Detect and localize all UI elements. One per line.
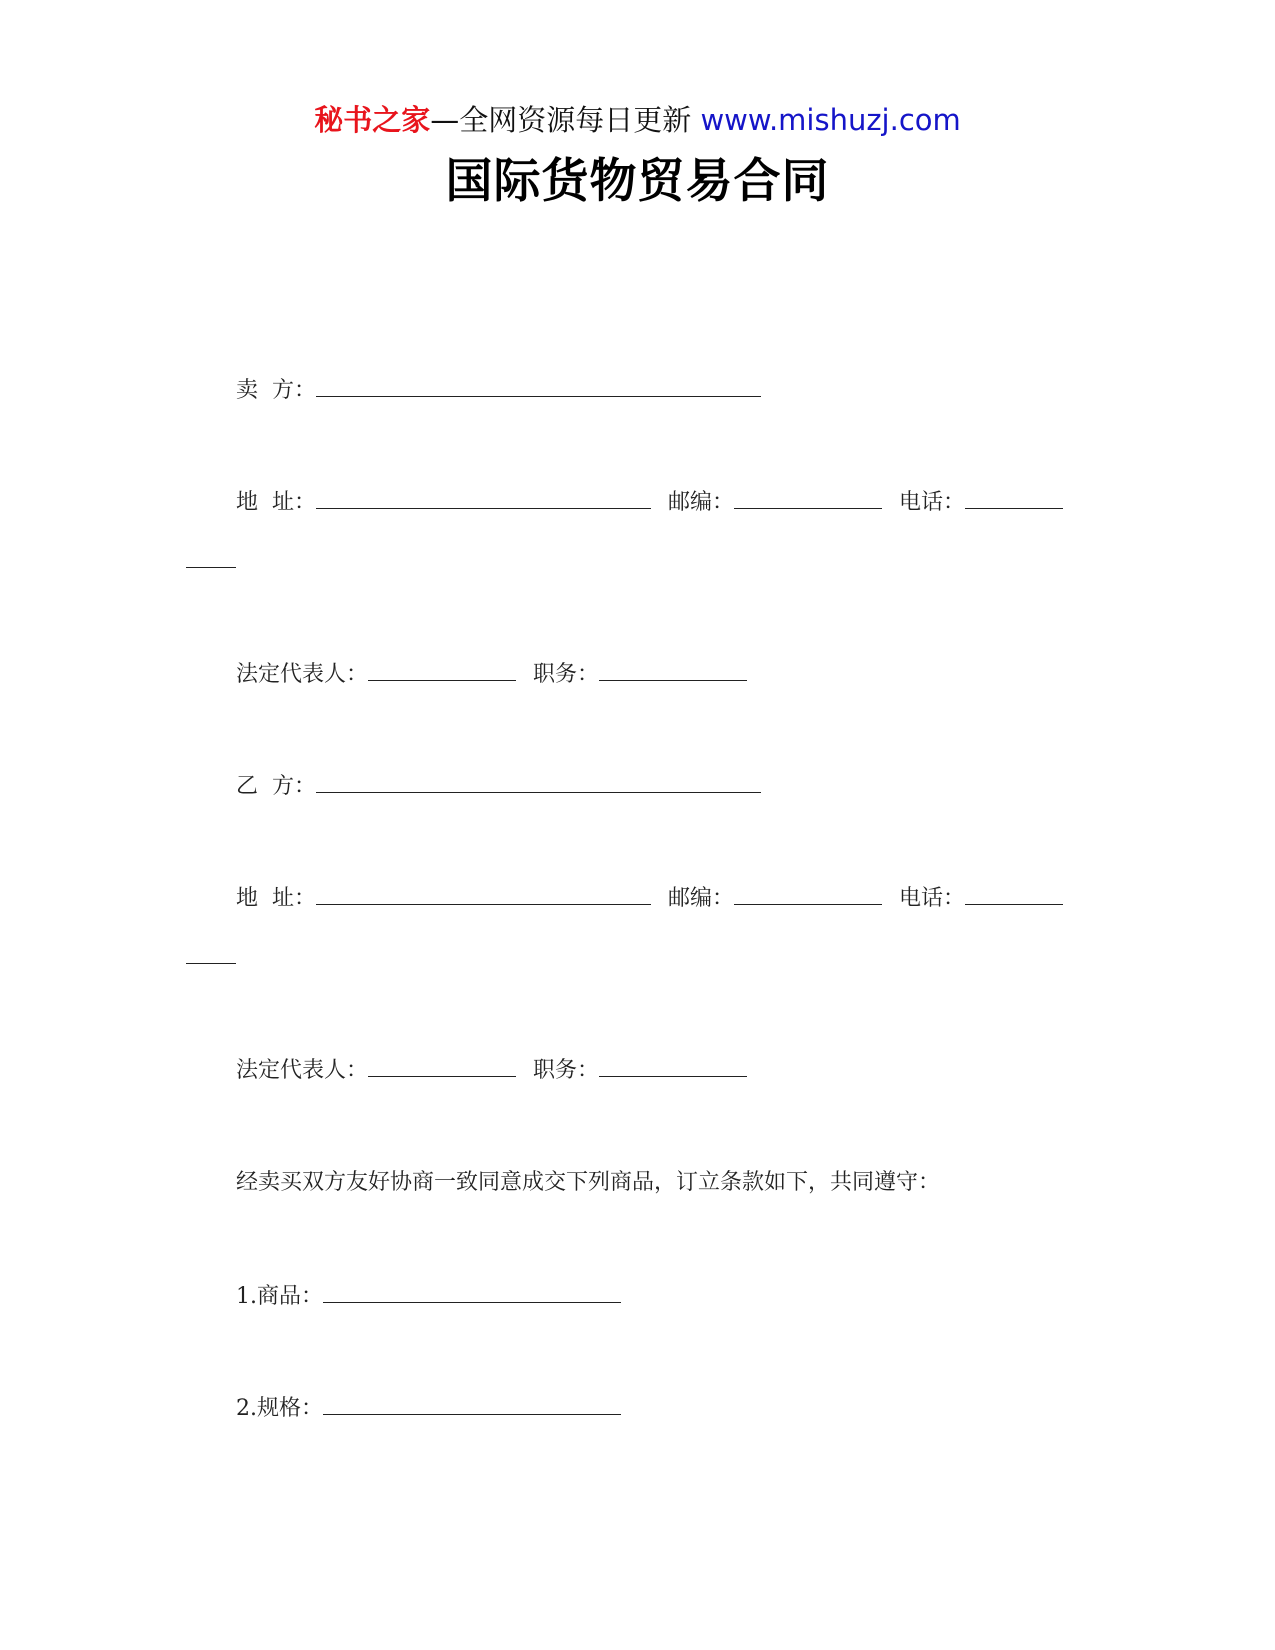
seller-phone-blank[interactable]	[965, 488, 1063, 509]
item-goods-label: 1.商品：	[236, 1284, 323, 1309]
seller-address-label: 地 址：	[236, 490, 316, 515]
buyer-phone-label: 电话：	[899, 886, 966, 911]
buyer-party-blank[interactable]	[316, 772, 761, 793]
buyer-address-label: 地 址：	[236, 886, 316, 911]
buyer-position-blank[interactable]	[599, 1056, 747, 1077]
seller-postcode-blank[interactable]	[734, 488, 882, 509]
seller-rep-blank[interactable]	[368, 660, 516, 681]
buyer-rep-label: 法定代表人：	[236, 1058, 369, 1083]
seller-postcode-label: 邮编：	[668, 490, 735, 515]
brand-name: 秘书之家	[314, 103, 431, 137]
seller-rep-row	[236, 660, 747, 690]
document-title: 国际货物贸易合同	[445, 154, 830, 209]
buyer-postcode-label: 邮编：	[668, 886, 735, 911]
seller-phone-blank-continued[interactable]	[186, 567, 236, 568]
header-slogan: —全网资源每日更新	[430, 103, 692, 137]
item-row-spec	[236, 1394, 621, 1424]
site-header	[0, 100, 1275, 140]
seller-party-row	[236, 376, 761, 406]
item-spec-label: 2.规格：	[236, 1396, 323, 1421]
intro-paragraph: 经卖买双方友好协商一致同意成交下列商品，订立条款如下，共同遵守：	[236, 1170, 941, 1195]
buyer-phone-blank-continued[interactable]	[186, 963, 236, 964]
seller-position-blank[interactable]	[599, 660, 747, 681]
seller-phone-label: 电话：	[899, 490, 966, 515]
seller-rep-label: 法定代表人：	[236, 662, 369, 687]
buyer-phone-blank[interactable]	[965, 884, 1063, 905]
buyer-rep-blank[interactable]	[368, 1056, 516, 1077]
seller-position-label: 职务：	[533, 662, 600, 687]
seller-party-label: 卖 方：	[236, 378, 316, 403]
seller-party-blank[interactable]	[316, 376, 761, 397]
item-spec-blank[interactable]	[323, 1394, 621, 1415]
site-url-link[interactable]: www.mishuzj.com	[700, 103, 961, 137]
item-goods-blank[interactable]	[323, 1282, 621, 1303]
buyer-rep-row	[236, 1056, 747, 1086]
buyer-party-label: 乙 方：	[236, 774, 316, 799]
buyer-postcode-blank[interactable]	[734, 884, 882, 905]
buyer-address-blank[interactable]	[316, 884, 651, 905]
seller-address-row	[236, 488, 1063, 518]
buyer-position-label: 职务：	[533, 1058, 600, 1083]
item-row-goods	[236, 1282, 621, 1312]
seller-address-blank[interactable]	[316, 488, 651, 509]
buyer-party-row	[236, 772, 761, 802]
buyer-address-row	[236, 884, 1063, 914]
